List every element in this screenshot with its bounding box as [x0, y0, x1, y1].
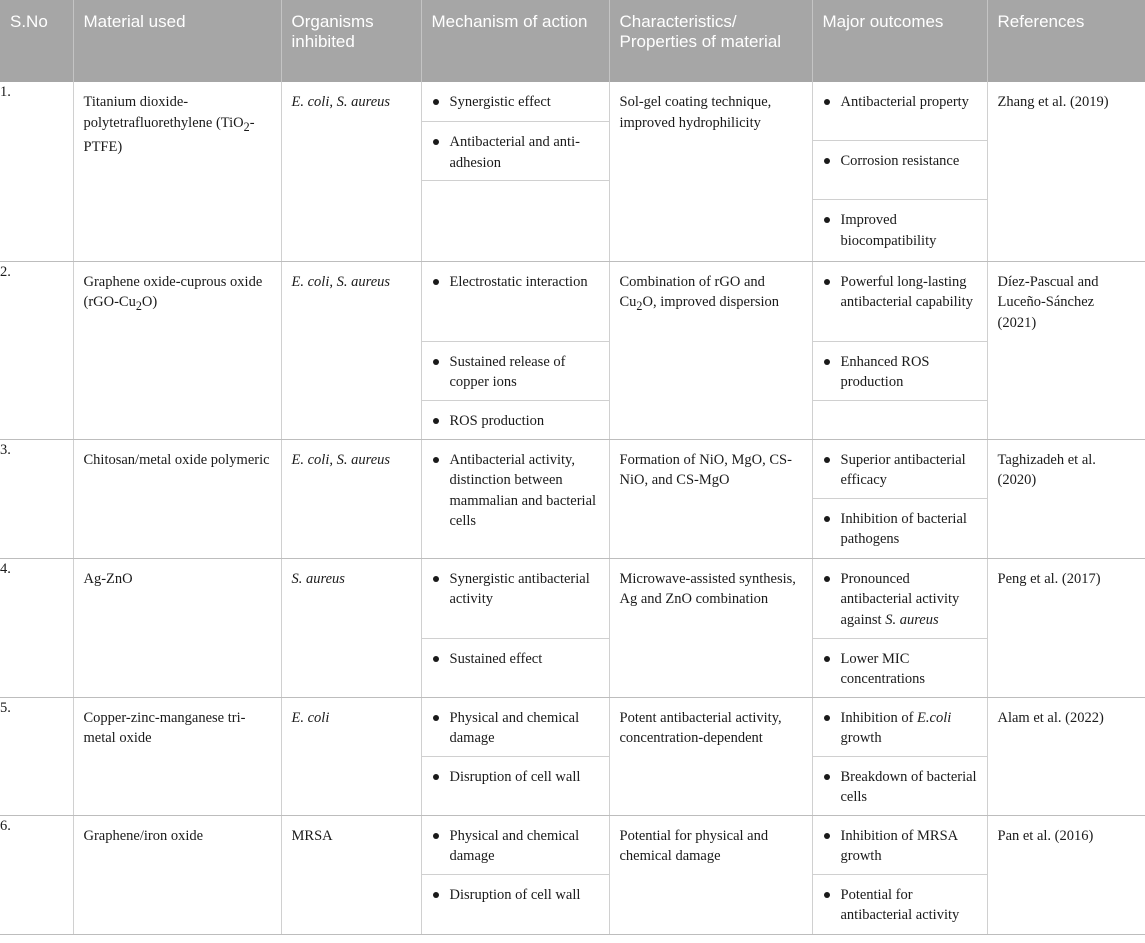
mechanism-item: Antibacterial activity, distinction between mammalian and bacterial cells	[422, 440, 609, 532]
row-outcomes	[812, 815, 987, 934]
row-organisms: MRSA	[281, 815, 421, 934]
mechanism-item: Physical and chemical damage	[422, 698, 609, 757]
row-sno: 1.	[0, 82, 73, 261]
row-mechanism	[421, 697, 609, 815]
mechanism-item: Sustained release of copper ions	[422, 342, 609, 401]
header-material: Material used	[73, 0, 281, 82]
outcome-empty	[813, 401, 987, 411]
outcome-item: Potential for antibacterial activity	[813, 875, 987, 926]
row-reference: Pan et al. (2016)	[987, 815, 1145, 934]
outcome-item: Improved biocompatibility	[813, 200, 987, 251]
outcome-item: Corrosion resistance	[813, 141, 987, 200]
mechanism-item: ROS production	[422, 401, 609, 432]
row-sno: 6.	[0, 815, 73, 934]
row-organisms: E. coli	[281, 697, 421, 815]
mechanism-item: Antibacterial and anti-adhesion	[422, 122, 609, 181]
mechanism-empty	[422, 181, 609, 191]
row-outcomes	[812, 261, 987, 439]
row-outcomes	[812, 439, 987, 558]
row-mechanism	[421, 261, 609, 439]
row-characteristics: Potential for physical and chemical damage	[609, 815, 812, 934]
header-outcomes: Major outcomes	[812, 0, 987, 82]
row-characteristics: Potent antibacterial activity, concentration-dependent	[609, 697, 812, 815]
row-reference: Zhang et al. (2019)	[987, 82, 1145, 261]
table-row	[0, 82, 1145, 261]
outcome-item: Powerful long-lasting antibacterial capability	[813, 262, 987, 342]
row-mechanism	[421, 815, 609, 934]
row-material: Graphene oxide-cuprous oxide $(rGO-Cu_2O)$	[73, 261, 281, 439]
outcome-item: Inhibition of bacterial pathogens	[813, 499, 987, 550]
row-organisms: S. aureus	[281, 558, 421, 697]
row-characteristics: Microwave-assisted synthesis, Ag and ZnO combination	[609, 558, 812, 697]
row-mechanism	[421, 82, 609, 261]
row-outcomes	[812, 697, 987, 815]
row-mechanism	[421, 558, 609, 697]
row-sno: 3.	[0, 439, 73, 558]
outcome-item: Superior antibacterial efficacy	[813, 440, 987, 499]
header-references: References	[987, 0, 1145, 82]
row-material: Graphene/iron oxide	[73, 815, 281, 934]
row-organisms: E. coli, S. aureus	[281, 439, 421, 558]
row-characteristics: Sol-gel coating technique, improved hydrophilicity	[609, 82, 812, 261]
outcome-item: Breakdown of bacterial cells	[813, 757, 987, 808]
row-reference: Peng et al. (2017)	[987, 558, 1145, 697]
mechanism-item: Disruption of cell wall	[422, 757, 609, 788]
row-material: Titanium dioxide-polytetrafluorethylene (TiO$_2$-PTFE)	[73, 82, 281, 261]
outcome-item: Antibacterial property	[813, 82, 987, 141]
row-material: Ag-ZnO	[73, 558, 281, 697]
header-sno: S.No	[0, 0, 73, 82]
mechanism-item: Sustained effect	[422, 639, 609, 670]
table-header-row	[0, 0, 1145, 82]
outcome-item: Inhibition of E.coli growth	[813, 698, 987, 757]
table-row	[0, 815, 1145, 934]
row-sno: 4.	[0, 558, 73, 697]
row-sno: 2.	[0, 261, 73, 439]
row-mechanism	[421, 439, 609, 558]
mechanism-item: Physical and chemical damage	[422, 816, 609, 875]
mechanism-item: Synergistic antibacterial activity	[422, 559, 609, 639]
header-organisms: Organisms inhibited	[281, 0, 421, 82]
header-mechanism: Mechanism of action	[421, 0, 609, 82]
row-outcomes	[812, 82, 987, 261]
row-material: Copper-zinc-manganese tri-metal oxide	[73, 697, 281, 815]
row-outcomes	[812, 558, 987, 697]
table-row	[0, 439, 1145, 558]
row-organisms: E. coli, S. aureus	[281, 261, 421, 439]
outcome-item: Lower MIC concentrations	[813, 639, 987, 690]
outcome-item: Enhanced ROS production	[813, 342, 987, 401]
mechanism-item: Electrostatic interaction	[422, 262, 609, 342]
row-material: Chitosan/metal oxide polymeric	[73, 439, 281, 558]
outcome-item: Pronounced antibacterial activity against S. aureus	[813, 559, 987, 639]
outcome-item: Inhibition of MRSA growth	[813, 816, 987, 875]
row-reference: Alam et al. (2022)	[987, 697, 1145, 815]
mechanism-item: Synergistic effect	[422, 82, 609, 122]
table-row	[0, 697, 1145, 815]
table-row	[0, 261, 1145, 439]
table-row	[0, 558, 1145, 697]
header-characteristics: Characteristics/ Properties of material	[609, 0, 812, 82]
row-sno: 5.	[0, 697, 73, 815]
mechanism-item: Disruption of cell wall	[422, 875, 609, 906]
row-characteristics: Formation of NiO, MgO, CS-NiO, and CS-MgO	[609, 439, 812, 558]
row-reference: Taghizadeh et al. (2020)	[987, 439, 1145, 558]
row-organisms: E. coli, S. aureus	[281, 82, 421, 261]
row-reference: Díez-Pascual and Luceño-Sánchez (2021)	[987, 261, 1145, 439]
row-characteristics: Combination of rGO and $Cu_2O$, improved dispersion	[609, 261, 812, 439]
